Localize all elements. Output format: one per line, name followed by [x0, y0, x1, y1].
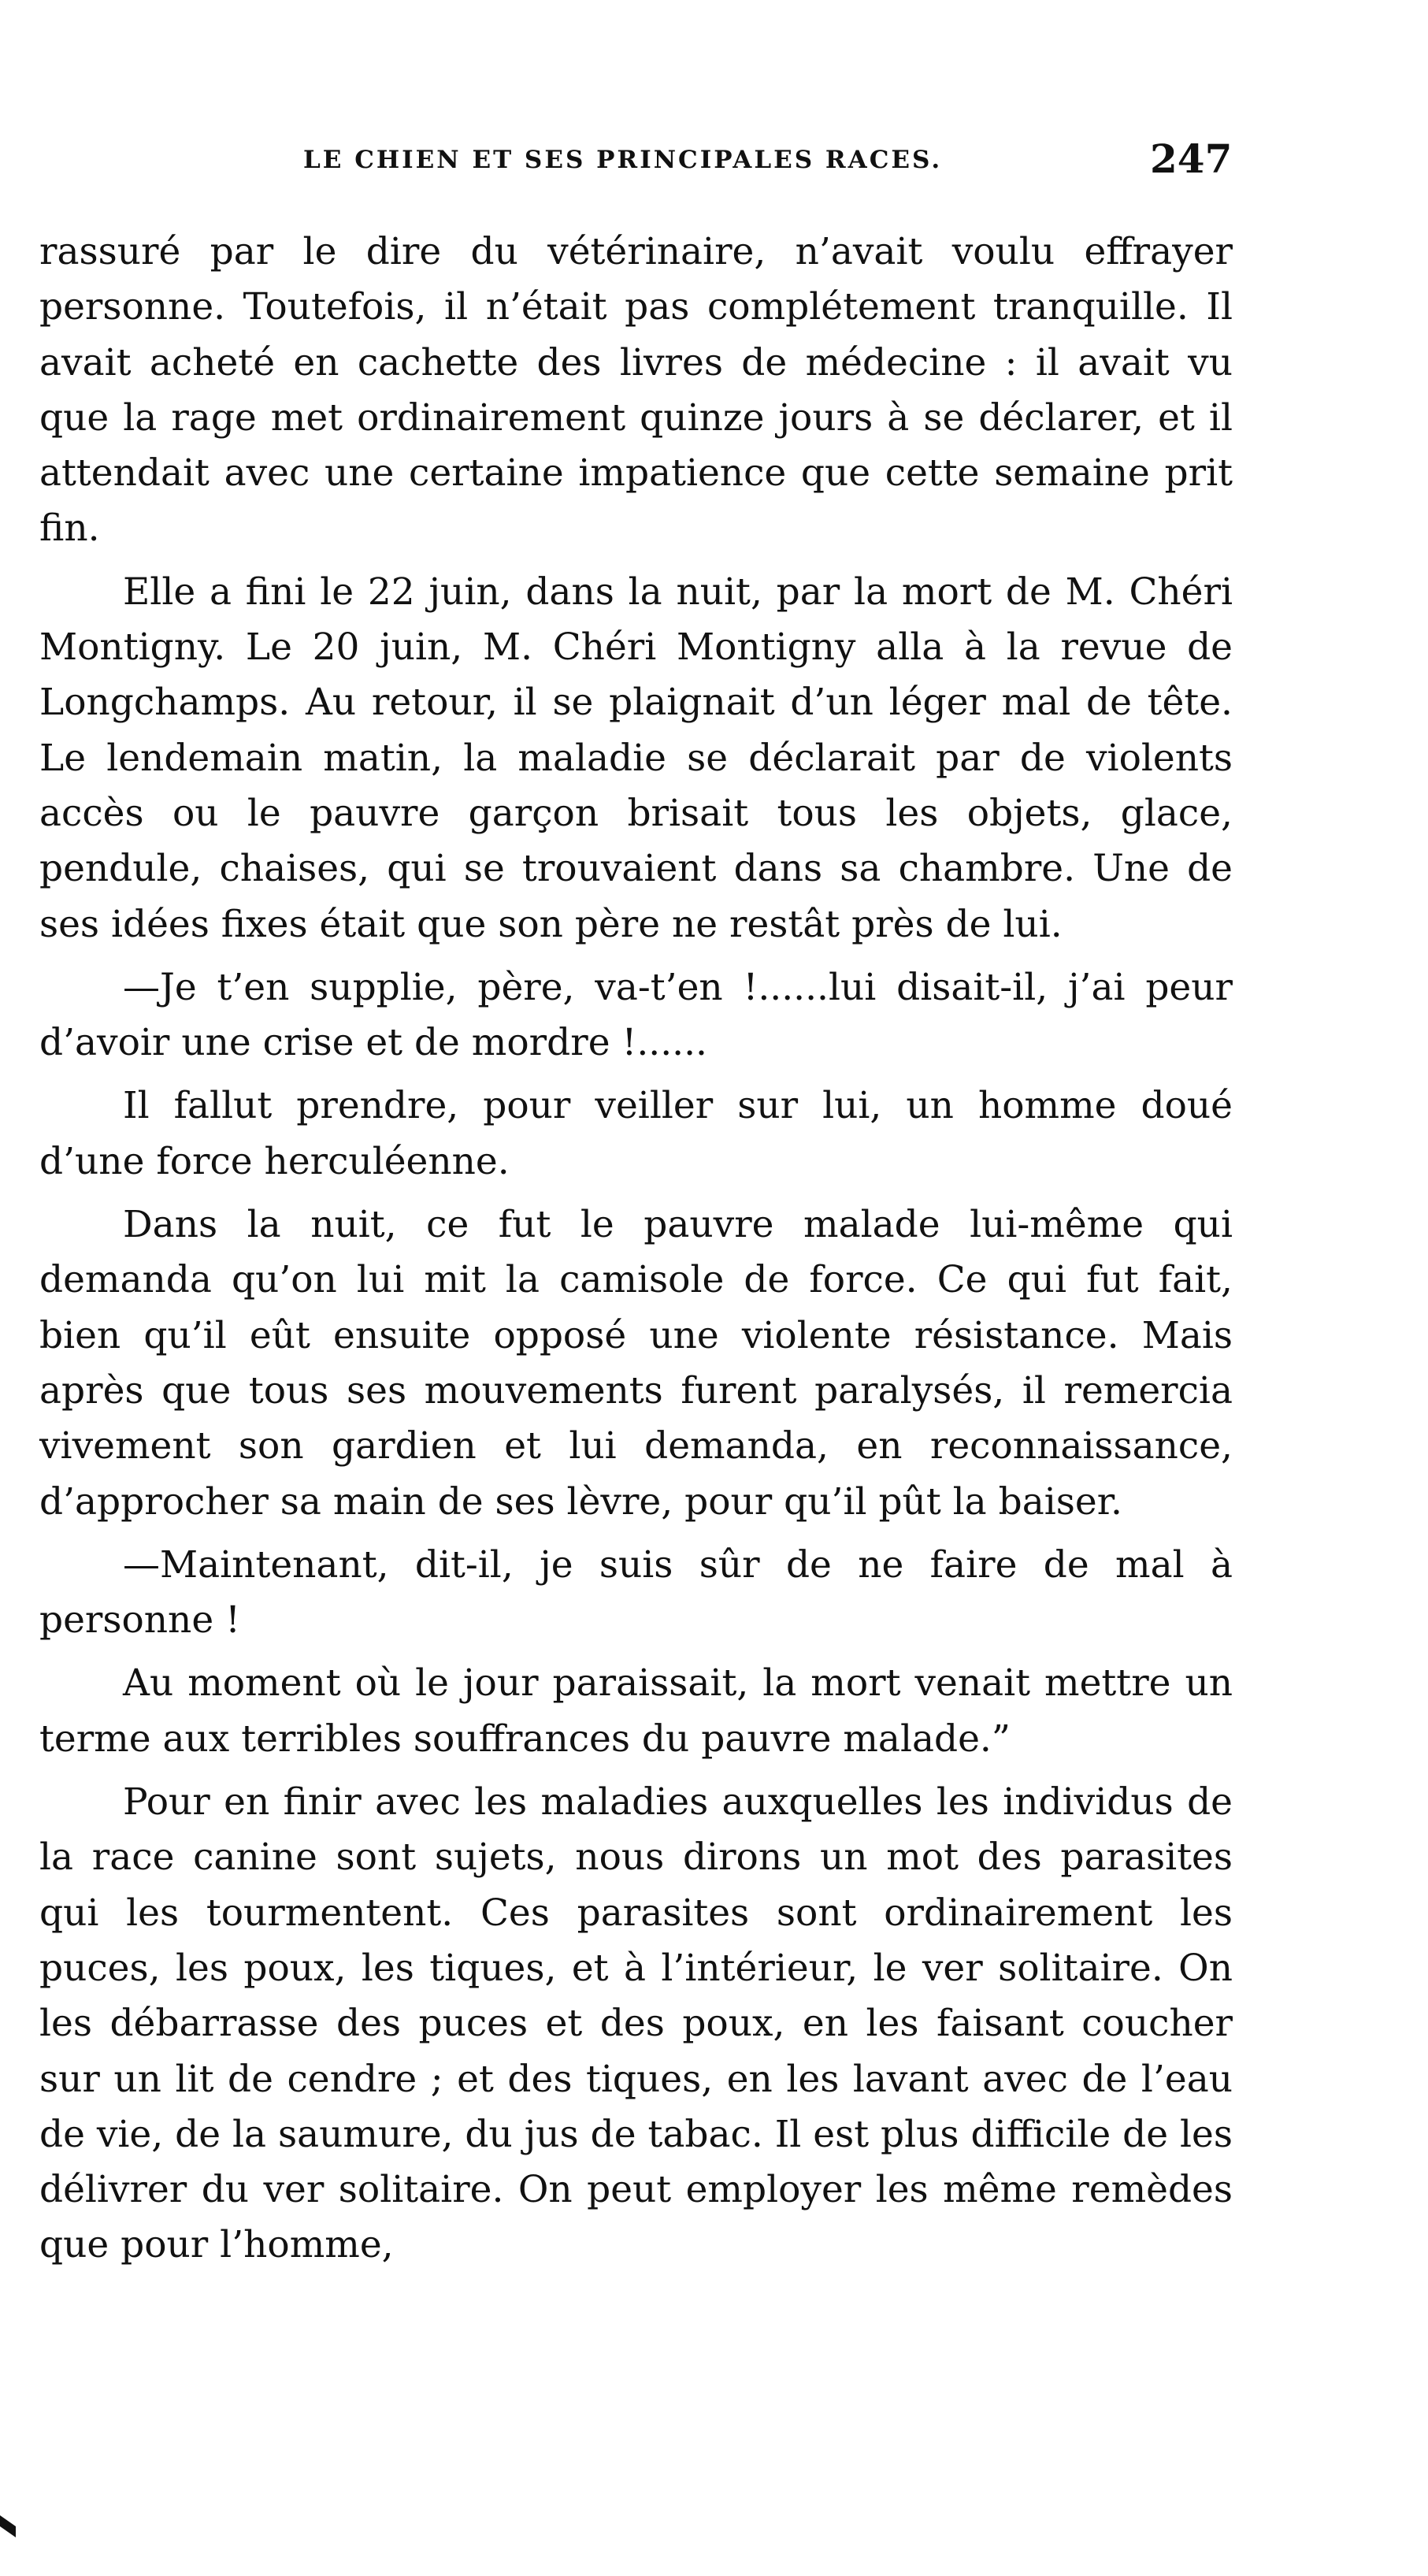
- scan-edge-mark: [0, 2515, 16, 2537]
- body-text: [39, 225, 1233, 2273]
- paragraph: Dans la nuit, ce fut le pauvre malade lui-même qui demanda qu’on lui mit la camisole de force. Ce qui fut fait, bien qu’il eût ensuite opposé une violente résistance. Mais après que tous ses mouvements furent paralysés, il remercia vivement son gardien et lui demanda, en reconnaissance, d’approcher sa main de ses lèvre, pour qu’il pût la baiser.: [39, 1203, 1233, 1524]
- paragraph: Il fallut prendre, pour veiller sur lui, un homme doué d’une force herculéenne.: [39, 1084, 1233, 1183]
- paragraph: Au moment où le jour paraissait, la mort venait mettre un terme aux terribles souffrances du pauvre malade.”: [39, 1661, 1233, 1761]
- dialogue-paragraph: —Maintenant, dit-il, je suis sûr de ne faire de mal à personne !: [39, 1542, 1233, 1642]
- paragraph: Pour en finir avec les maladies auxquelles les individus de la race canine sont sujets, nous dirons un mot des parasites qui les tourmentent. Ces parasites sont ordinairement les puces, les poux, les tiques, et à l’intérieur, le ver solitaire. On les débarrasse des puces et des poux, en les faisant coucher sur un lit de cendre ; et des tiques, en les lavant avec de l’eau de vie, de la saumure, du jus de tabac. Il est plus difficile de les délivrer du ver solitaire. On peut employer les même remèdes que pour l’homme,: [39, 1780, 1233, 2267]
- paragraph-continuation: rassuré par le dire du vétérinaire, n’avait voulu effrayer personne. Toutefois, il n’était pas complétement tranquille. Il avait acheté en cachette des livres de médecine : il avait vu que la rage met ordinairement quinze jours à se déclarer, et il attendait avec une certaine impatience que cette semaine prit fin.: [39, 230, 1233, 551]
- dialogue-paragraph: —Je t’en supplie, père, va-t’en !......lui disait-il, j’ai peur d’avoir une crise et de mordre !......: [39, 965, 1233, 1065]
- paragraph: Elle a fini le 22 juin, dans la nuit, par la mort de M. Chéri Montigny. Le 20 juin, M. Chéri Montigny alla à la revue de Longchamps. Au retour, il se plaignait d’un léger mal de tête. Le lendemain matin, la maladie se déclarait par de violents accès ou le pauvre garçon brisait tous les objets, glace, pendule, chaises, qui se trouvaient dans sa chambre. Une de ses idées fixes était que son père ne restât près de lui.: [39, 570, 1233, 946]
- page-number: 247: [1150, 135, 1233, 182]
- running-header: LE CHIEN ET SES PRINCIPALES RACES.: [303, 146, 943, 174]
